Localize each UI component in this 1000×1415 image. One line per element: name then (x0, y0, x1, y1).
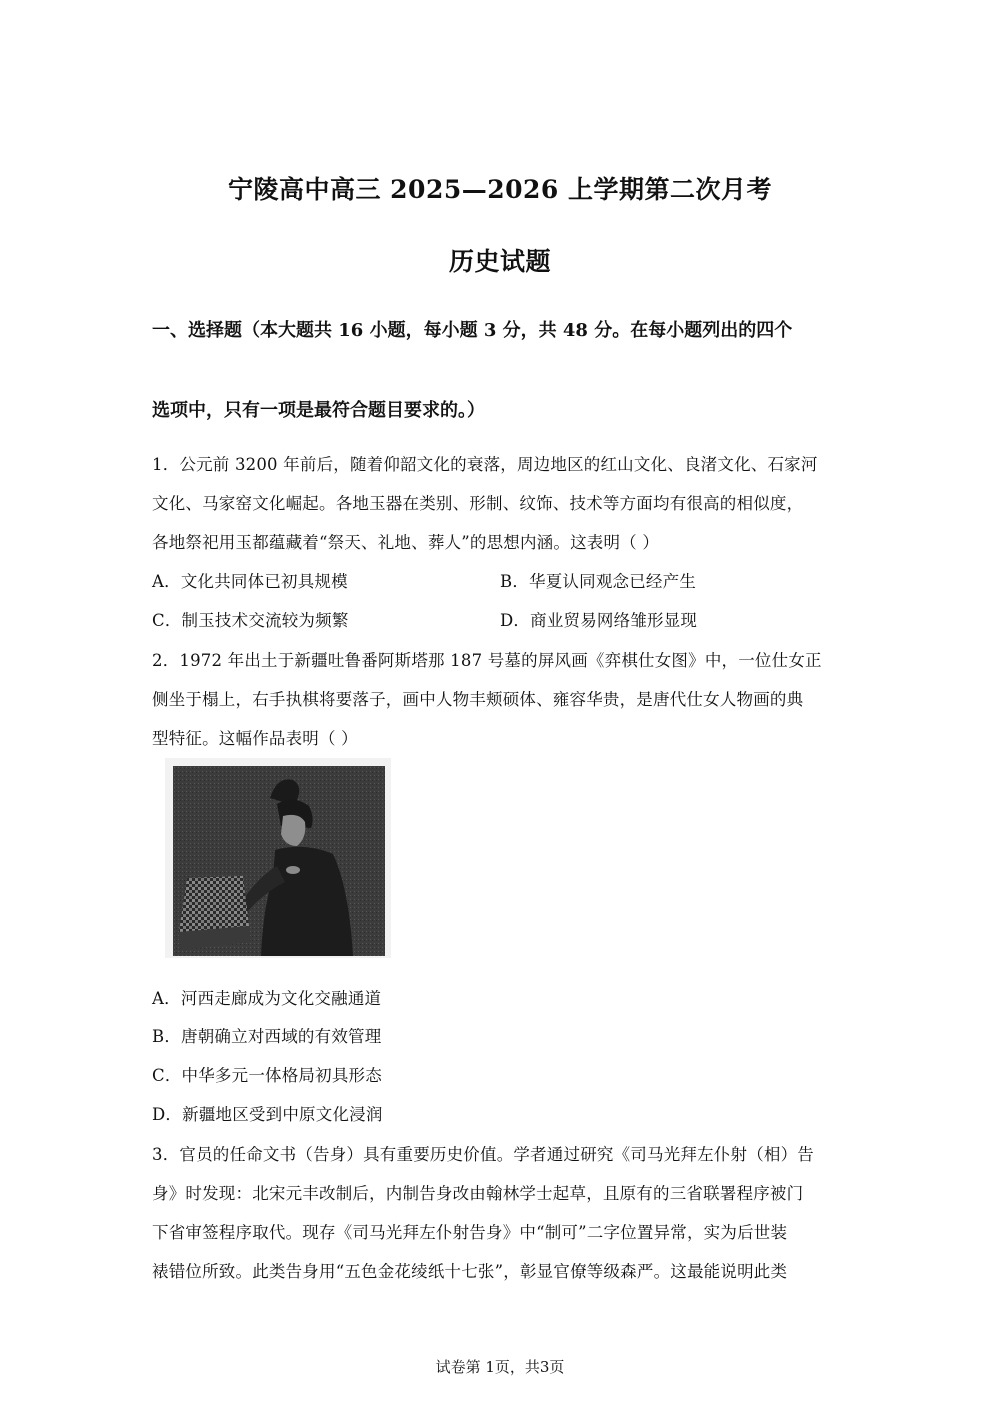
q2-option-c: C．中华多元一体格局初具形态 (152, 1066, 382, 1085)
q1-option-a: A．文化共同体已初具规模 (152, 572, 348, 591)
q3-stem-line-3: 下省审签程序取代。现存《司马光拜左仆射告身》中“制可”二字位置异常，实为后世装 (152, 1223, 788, 1242)
q1-stem-line-3: 各地祭祀用玉都蕴藏着“祭天、礼地、葬人”的思想内涵。这表明（ ） (152, 533, 660, 552)
q2-option-d: D．新疆地区受到中原文化浸润 (152, 1105, 383, 1124)
q1-stem-line-2: 文化、马家窑文化崛起。各地玉器在类别、形制、纹饰、技术等方面均有很高的相似度， (152, 494, 804, 513)
q2-option-a: A．河西走廊成为文化交融通道 (152, 989, 382, 1008)
q3-stem-line-4: 裱错位所致。此类告身用“五色金花绫纸十七张”，彰显官僚等级森严。这最能说明此类 (152, 1262, 788, 1281)
q1-option-b: B．华夏认同观念已经产生 (500, 572, 697, 591)
q2-option-b: B．唐朝确立对西域的有效管理 (152, 1027, 382, 1046)
q2-stem-line-1: 2．1972 年出土于新疆吐鲁番阿斯塔那 187 号墓的屏风画《弈棋仕女图》中，一位仕女正 (152, 651, 822, 670)
exam-subtitle: 历史试题 (448, 247, 551, 276)
page-footer: 试卷第 1页，共3页 (435, 1358, 565, 1376)
q2-stem-line-3: 型特征。这幅作品表明（ ） (152, 729, 358, 748)
q1-option-d: D．商业贸易网络雏形显现 (500, 611, 698, 630)
q3-stem-line-2: 身》时发现：北宋元丰改制后，内制告身改由翰林学士起草，且原有的三省联署程序被门 (152, 1184, 804, 1203)
q1-stem-line-1: 1．公元前 3200 年前后，随着仰韶文化的衰落，周边地区的红山文化、良渚文化、石家河 (152, 455, 818, 474)
painting-image (165, 758, 391, 958)
section-heading-line-1: 一、选择题（本大题共 16 小题，每小题 3 分，共 48 分。在每小题列出的四个 (152, 320, 793, 341)
q1-option-c: C．制玉技术交流较为频繁 (152, 611, 349, 630)
exam-title: 宁陵高中高三 2025—2026 上学期第二次月考 (227, 175, 773, 204)
q3-stem-line-1: 3．官员的任命文书（告身）具有重要历史价值。学者通过研究《司马光拜左仆射（相）告 (152, 1145, 814, 1164)
section-heading-line-2: 选项中，只有一项是最符合题目要求的。） (152, 400, 485, 421)
q2-stem-line-2: 侧坐于榻上，右手执棋将要落子，画中人物丰颊硕体、雍容华贵，是唐代仕女人物画的典 (152, 690, 804, 709)
